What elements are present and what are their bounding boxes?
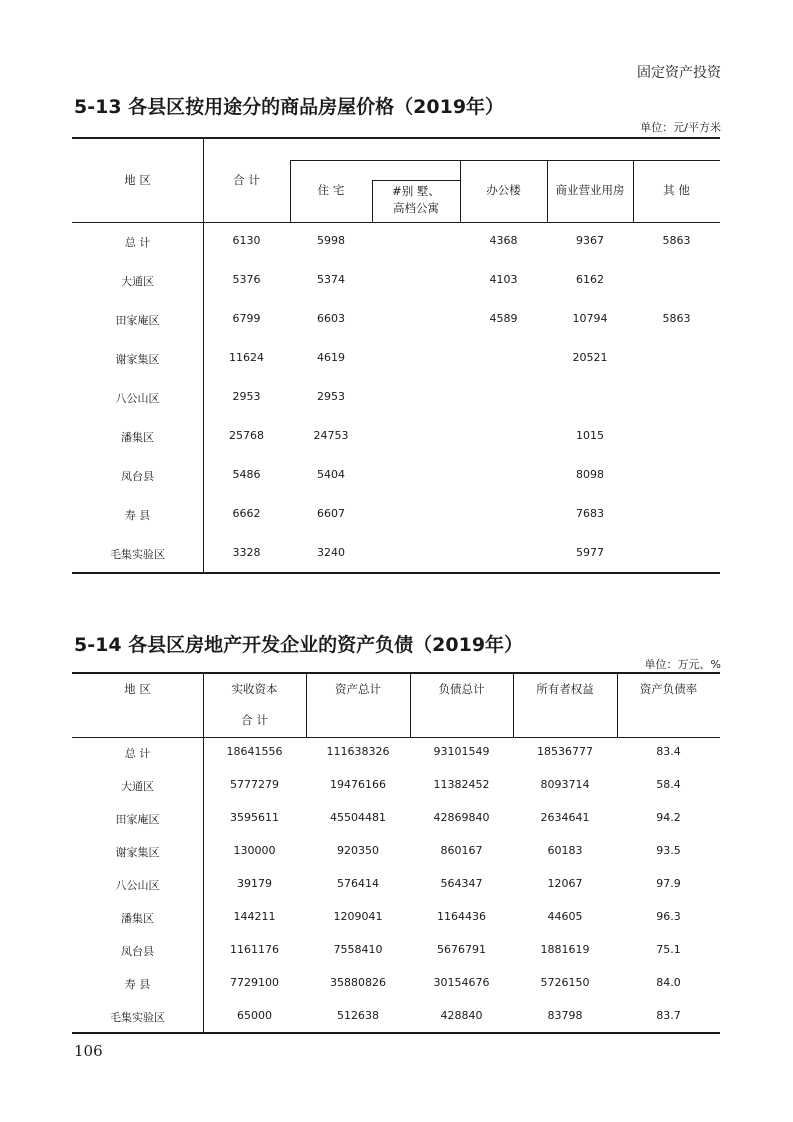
table2-row-cell-liabilities: 42869840: [433, 811, 490, 824]
table1-row-cell-office: 4103: [489, 273, 518, 286]
table1-row-cell-residential: 5374: [317, 273, 345, 286]
table2-row-cell-equity: 44605: [547, 910, 583, 923]
table1-row-cell-residential: 4619: [317, 351, 345, 364]
table2-header-region: 地 区: [124, 682, 151, 696]
table1-row-cell-region: 凤台县: [121, 470, 154, 483]
table2-header-debt-ratio: 资产负债率: [639, 682, 698, 696]
table2-row-cell-equity: 12067: [547, 877, 583, 890]
table2-row-cell-region: 谢家集区: [115, 846, 160, 859]
table2-row-cell-equity: 83798: [547, 1009, 583, 1022]
table2-row-cell-ratio: 58.4: [656, 778, 681, 791]
table2-row-cell-assets: 920350: [337, 844, 379, 857]
table1-top-border: [72, 137, 720, 139]
table2-row-cell-ratio: 84.0: [656, 976, 681, 989]
table1-row-cell-total: 3328: [232, 546, 261, 559]
table2-row-cell-assets: 512638: [337, 1009, 379, 1022]
table2-row-cell-liabilities: 564347: [440, 877, 483, 890]
table1-row-cell-residential: 5404: [317, 468, 345, 481]
table2-row-cell-assets: 111638326: [326, 745, 390, 758]
table1-unit: 单位：元/平方米: [640, 121, 721, 134]
table1-row-cell-region: 田家庵区: [115, 314, 160, 327]
table1-header-residential: 住 宅: [317, 183, 345, 197]
table2-row-cell-liabilities: 860167: [440, 844, 483, 857]
table1-row-cell-other: 5863: [662, 234, 691, 247]
table1-row-cell-commercial: 7683: [576, 507, 604, 520]
table2-unit: 单位：万元、%: [644, 658, 721, 671]
table2-row-cell-liabilities: 5676791: [437, 943, 486, 956]
table1-row-cell-commercial: 10794: [572, 312, 608, 325]
table2-row-cell-region: 潘集区: [121, 912, 154, 925]
table2-row-cell-region: 田家庵区: [115, 813, 160, 826]
table1-row-cell-total: 2953: [232, 390, 261, 403]
table1-header-office: 办公楼: [486, 183, 521, 197]
table2-header-equity: 所有者权益: [536, 682, 594, 696]
table2-row-cell-assets: 576414: [337, 877, 379, 890]
table2-bottom-border: [72, 1032, 720, 1034]
table1-header-region: 地 区: [124, 173, 151, 187]
table2-header-divider: [72, 737, 720, 738]
table2-row-cell-ratio: 83.7: [656, 1009, 681, 1022]
table1-row-cell-residential: 2953: [317, 390, 345, 403]
table1-header-other: 其 他: [663, 183, 690, 197]
table2-row-cell-equity: 18536777: [537, 745, 593, 758]
table1-row-cell-residential: 5998: [317, 234, 345, 247]
table1-header-total: 合 计: [233, 173, 260, 187]
table2-row-cell-region: 大通区: [121, 780, 154, 793]
table2-row-cell-ratio: 93.5: [656, 844, 681, 857]
table2-header-paid-in-line2: 合 计: [241, 713, 268, 727]
table1-row-cell-region: 毛集实验区: [110, 548, 165, 561]
table2-row-cell-assets: 35880826: [330, 976, 386, 989]
table2-row-cell-region: 毛集实验区: [110, 1011, 165, 1024]
table2-row-cell-region: 八公山区: [115, 879, 160, 892]
table1-row-cell-total: 5486: [232, 468, 261, 481]
table1-row-cell-total: 6662: [232, 507, 261, 520]
table1-row-cell-region: 大通区: [121, 275, 154, 288]
table2-row-cell-paid_in: 5777279: [230, 778, 279, 791]
table2-row-cell-equity: 5726150: [540, 976, 590, 989]
table1-row-cell-region: 谢家集区: [115, 353, 160, 366]
table1-row-cell-region: 总 计: [124, 236, 151, 249]
table1-row-cell-total: 6799: [232, 312, 261, 325]
table2-row-cell-paid_in: 7729100: [230, 976, 279, 989]
table2-row-cell-liabilities: 1164436: [437, 910, 486, 923]
table2-row-cell-ratio: 83.4: [656, 745, 681, 758]
table1-row-cell-commercial: 6162: [576, 273, 604, 286]
table1-header-commercial: 商业营业用房: [555, 183, 625, 197]
table2-row-cell-ratio: 96.3: [656, 910, 681, 923]
table2-row-cell-paid_in: 39179: [237, 877, 272, 890]
table1-row-cell-total: 5376: [232, 273, 261, 286]
table2-row-cell-liabilities: 30154676: [433, 976, 490, 989]
table2-row-cell-paid_in: 18641556: [226, 745, 283, 758]
table1-row-cell-total: 25768: [229, 429, 264, 442]
table2-row-cell-paid_in: 1161176: [230, 943, 279, 956]
table1-row-cell-commercial: 20521: [572, 351, 608, 364]
table1-header-villa-line1: #别 墅、: [392, 184, 440, 198]
table1-header-divider: [72, 222, 720, 223]
table1-row-cell-commercial: 8098: [576, 468, 604, 481]
table1-row-cell-office: 4589: [489, 312, 518, 325]
table2-header-assets: 资产总计: [335, 682, 381, 696]
table1-row-cell-total: 6130: [232, 234, 261, 247]
table2-row-cell-equity: 1881619: [540, 943, 590, 956]
table1-row-cell-commercial: 1015: [576, 429, 604, 442]
table1-row-cell-other: 5863: [662, 312, 691, 325]
table1-row-cell-office: 4368: [489, 234, 518, 247]
table2-row-cell-liabilities: 11382452: [433, 778, 490, 791]
table2-row-cell-assets: 45504481: [330, 811, 386, 824]
table1-row-cell-region: 潘集区: [121, 431, 154, 444]
table2-header-paid-in-line1: 实收资本: [231, 682, 278, 696]
table1-row-cell-region: 寿 县: [124, 509, 151, 522]
table1-row-cell-residential: 6603: [317, 312, 345, 325]
table1-row-cell-residential: 24753: [313, 429, 349, 442]
table1-row-cell-region: 八公山区: [115, 392, 160, 405]
table2-row-cell-equity: 8093714: [540, 778, 590, 791]
table1-villa-line: [372, 180, 460, 181]
table2-row-cell-assets: 1209041: [333, 910, 383, 923]
table1-header-villa-line2: 高档公寓: [393, 201, 439, 215]
table2-top-border: [72, 672, 720, 674]
table2-row-cell-ratio: 75.1: [656, 943, 681, 956]
table2-title: 5-14 各县区房地产开发企业的资产负债（2019年）: [74, 634, 524, 656]
table2-row-cell-assets: 7558410: [333, 943, 383, 956]
table1-row-cell-commercial: 9367: [576, 234, 604, 247]
table2-row-cell-region: 凤台县: [121, 945, 154, 958]
table2-row-cell-ratio: 94.2: [656, 811, 681, 824]
table2-row-cell-equity: 60183: [547, 844, 583, 857]
section-tag: 固定资产投资: [637, 65, 721, 81]
page-number: 106: [74, 1042, 103, 1060]
table2-row-cell-paid_in: 130000: [233, 844, 276, 857]
table2-row-cell-paid_in: 3595611: [230, 811, 279, 824]
table2-row-cell-region: 寿 县: [124, 978, 151, 991]
table2-row-cell-equity: 2634641: [540, 811, 590, 824]
table2-row-cell-liabilities: 93101549: [433, 745, 490, 758]
table1-bottom-border: [72, 572, 720, 574]
table1-row-cell-residential: 3240: [317, 546, 345, 559]
table1-title: 5-13 各县区按用途分的商品房屋价格（2019年）: [74, 96, 505, 118]
table1-row-cell-commercial: 5977: [576, 546, 604, 559]
table2-row-cell-assets: 19476166: [330, 778, 386, 791]
table1-subheader-line: [290, 160, 720, 161]
table2-row-cell-paid_in: 65000: [237, 1009, 272, 1022]
table2-header-liabilities: 负债总计: [438, 682, 485, 696]
table1-row-cell-residential: 6607: [317, 507, 345, 520]
table2-row-cell-ratio: 97.9: [656, 877, 681, 890]
table2-row-cell-liabilities: 428840: [440, 1009, 483, 1022]
table1-row-cell-total: 11624: [229, 351, 264, 364]
table2-row-cell-paid_in: 144211: [233, 910, 276, 923]
table2-row-cell-region: 总 计: [124, 747, 151, 760]
